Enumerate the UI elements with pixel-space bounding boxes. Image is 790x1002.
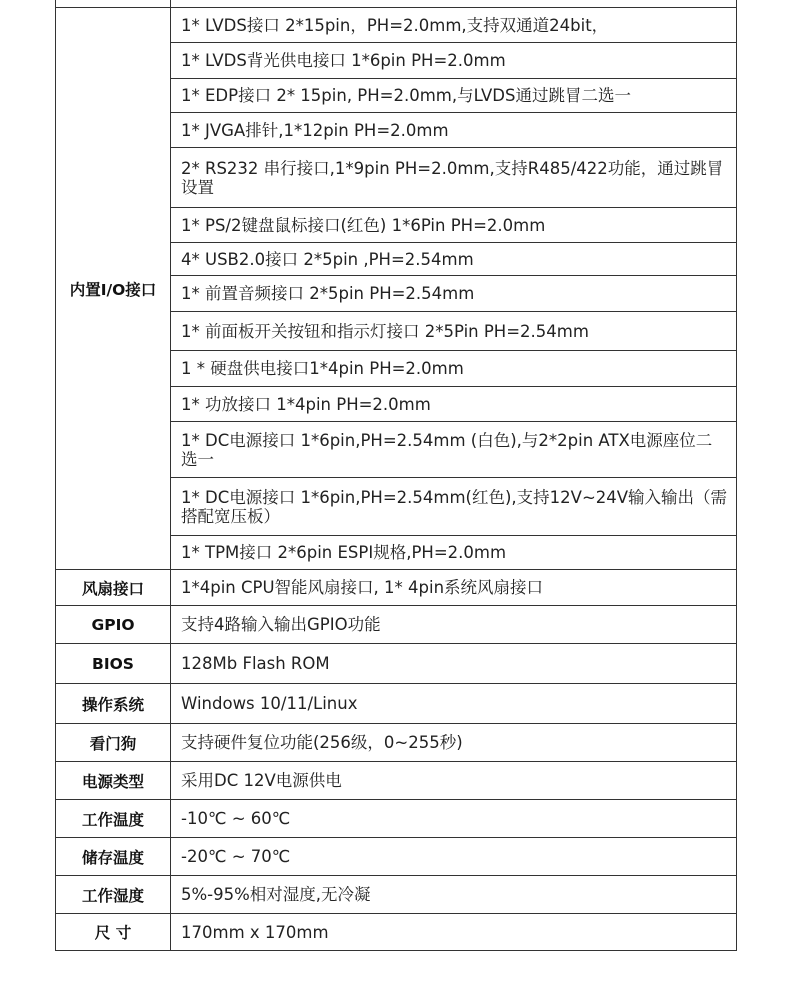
spec-value: 采用DC 12V电源供电 [171, 762, 737, 800]
table-row [56, 800, 737, 838]
spec-label: 电源类型 [56, 762, 171, 800]
io-value: 1* 前面板开关按钮和指示灯接口 2*5Pin PH=2.54mm [171, 312, 737, 351]
spec-value: 5%-95%相对湿度,无冷凝 [171, 876, 737, 914]
spec-value: 支持硬件复位功能(256级，0~255秒) [171, 724, 737, 762]
spec-value: 170mm x 170mm [171, 914, 737, 951]
spec-label: 看门狗 [56, 724, 171, 762]
spec-label: 操作系统 [56, 684, 171, 724]
spec-value: 支持4路输入输出GPIO功能 [171, 606, 737, 644]
io-value: 1* LVDS接口 2*15pin，PH=2.0mm,支持双通道24bit， [171, 8, 737, 43]
table-row [56, 606, 737, 644]
io-value: 1* PS/2键盘鼠标接口(红色) 1*6Pin PH=2.0mm [171, 208, 737, 243]
io-label: 内置I/O接口 [56, 8, 171, 570]
table-row [56, 724, 737, 762]
io-value: 2* RS232 串行接口,1*9pin PH=2.0mm,支持R485/422功能，通过跳冒设置 [171, 148, 737, 208]
io-value: 1 * 硬盘供电接口1*4pin PH=2.0mm [171, 351, 737, 387]
table-row [56, 684, 737, 724]
spec-value: -10℃ ~ 60℃ [171, 800, 737, 838]
io-value: 4* USB2.0接口 2*5pin ,PH=2.54mm [171, 243, 737, 276]
spec-value: -20℃ ~ 70℃ [171, 838, 737, 876]
io-value: 1* EDP接口 2* 15pin, PH=2.0mm,与LVDS通过跳冒二选一 [171, 79, 737, 113]
spec-value: 1*4pin CPU智能风扇接口, 1* 4pin系统风扇接口 [171, 570, 737, 606]
top-border-row [56, 0, 737, 8]
top-border-cell [56, 0, 171, 8]
io-value: 1* 功放接口 1*4pin PH=2.0mm [171, 387, 737, 422]
io-value: 1* LVDS背光供电接口 1*6pin PH=2.0mm [171, 43, 737, 79]
top-border-cell [171, 0, 737, 8]
spec-label: 风扇接口 [56, 570, 171, 606]
io-value: 1* DC电源接口 1*6pin,PH=2.54mm(红色),支持12V~24V输入输出（需搭配宽压板） [171, 478, 737, 536]
table-row [56, 914, 737, 951]
table-row [56, 838, 737, 876]
io-value: 1* 前置音频接口 2*5pin PH=2.54mm [171, 276, 737, 312]
spec-label: 工作温度 [56, 800, 171, 838]
io-value: 1* DC电源接口 1*6pin,PH=2.54mm (白色),与2*2pin ATX电源座位二选一 [171, 422, 737, 478]
spec-value: Windows 10/11/Linux [171, 684, 737, 724]
spec-label: 储存温度 [56, 838, 171, 876]
table-row [56, 570, 737, 606]
spec-value: 128Mb Flash ROM [171, 644, 737, 684]
spec-label: 尺 寸 [56, 914, 171, 951]
spec-label: GPIO [56, 606, 171, 644]
io-value: 1* TPM接口 2*6pin ESPI规格,PH=2.0mm [171, 536, 737, 570]
table-row [56, 762, 737, 800]
table-row [56, 876, 737, 914]
spec-label: 工作湿度 [56, 876, 171, 914]
spec-label: BIOS [56, 644, 171, 684]
io-value: 1* JVGA排针,1*12pin PH=2.0mm [171, 113, 737, 148]
table-row [56, 644, 737, 684]
spec-table [55, 0, 737, 951]
table-row [56, 8, 737, 43]
